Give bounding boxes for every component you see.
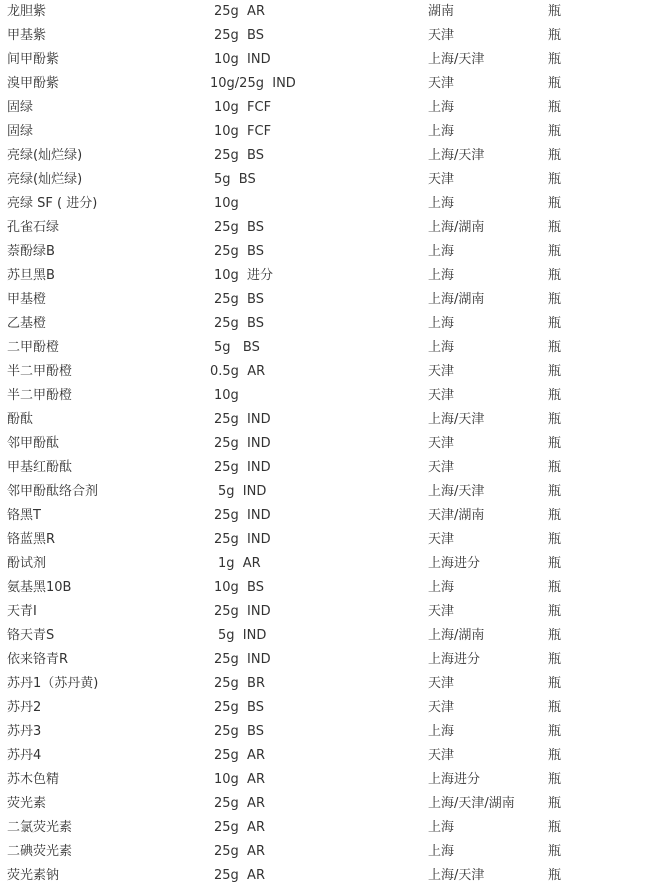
reagent-name: 荧光素钠 — [7, 868, 60, 883]
reagent-unit: 瓶 — [548, 52, 562, 67]
table-row — [0, 744, 645, 768]
reagent-origin: 上海进分 — [428, 772, 481, 787]
reagent-name: 亮绿 SF ( 进分) — [7, 196, 98, 211]
reagent-unit: 瓶 — [548, 268, 562, 283]
reagent-name: 苏旦黑B — [7, 268, 55, 283]
reagent-origin: 上海/天津 — [428, 52, 485, 67]
table-row — [0, 120, 645, 144]
reagent-name: 苏丹4 — [7, 748, 42, 763]
reagent-origin: 上海进分 — [428, 652, 481, 667]
reagent-unit: 瓶 — [548, 844, 562, 859]
reagent-name: 苏丹3 — [7, 724, 42, 739]
reagent-name: 铬黑T — [7, 508, 41, 523]
reagent-origin: 天津 — [428, 388, 455, 403]
reagent-spec: 25g BS — [214, 220, 265, 235]
reagent-name: 溴甲酚紫 — [7, 76, 60, 91]
reagent-unit: 瓶 — [548, 460, 562, 475]
reagent-origin: 上海 — [428, 820, 455, 835]
reagent-unit: 瓶 — [548, 580, 562, 595]
table-row — [0, 336, 645, 360]
table-row — [0, 480, 645, 504]
table-row — [0, 792, 645, 816]
table-row — [0, 216, 645, 240]
table-row — [0, 72, 645, 96]
table-row — [0, 264, 645, 288]
reagent-spec: 1g AR — [218, 556, 261, 571]
table-row — [0, 552, 645, 576]
reagent-unit: 瓶 — [548, 484, 562, 499]
reagent-origin: 天津 — [428, 364, 455, 379]
reagent-unit: 瓶 — [548, 748, 562, 763]
reagent-unit: 瓶 — [548, 244, 562, 259]
table-row — [0, 312, 645, 336]
reagent-spec: 25g AR — [214, 844, 265, 859]
reagent-name: 依来铬青R — [7, 652, 69, 667]
reagent-origin: 上海 — [428, 340, 455, 355]
reagent-name: 半二甲酚橙 — [7, 388, 73, 403]
reagent-spec: 25g IND — [214, 412, 271, 427]
reagent-unit: 瓶 — [548, 700, 562, 715]
table-row — [0, 576, 645, 600]
reagent-spec: 25g IND — [214, 436, 271, 451]
reagent-origin: 天津/湖南 — [428, 508, 485, 523]
reagent-name: 天青I — [7, 604, 37, 619]
reagent-name: 苏丹1（苏丹黄) — [7, 676, 99, 691]
reagent-spec: 25g AR — [214, 4, 265, 19]
reagent-spec: 10g — [214, 388, 239, 403]
reagent-unit: 瓶 — [548, 436, 562, 451]
reagent-unit: 瓶 — [548, 388, 562, 403]
table-row — [0, 504, 645, 528]
reagent-origin: 上海/湖南 — [428, 628, 485, 643]
table-row — [0, 432, 645, 456]
reagent-origin: 上海/天津 — [428, 148, 485, 163]
reagent-spec: 25g BS — [214, 316, 265, 331]
reagent-name: 间甲酚紫 — [7, 52, 60, 67]
reagent-origin: 天津 — [428, 700, 455, 715]
reagent-spec: 10g IND — [214, 52, 271, 67]
table-row — [0, 528, 645, 552]
reagent-spec: 25g IND — [214, 508, 271, 523]
reagent-spec: 25g AR — [214, 820, 265, 835]
reagent-origin: 天津 — [428, 460, 455, 475]
table-row — [0, 696, 645, 720]
reagent-origin: 天津 — [428, 748, 455, 763]
table-row — [0, 840, 645, 864]
reagent-name: 亮绿(灿烂绿) — [7, 172, 83, 187]
table-row — [0, 192, 645, 216]
reagent-unit: 瓶 — [548, 340, 562, 355]
reagent-origin: 上海进分 — [428, 556, 481, 571]
reagent-name: 亮绿(灿烂绿) — [7, 148, 83, 163]
reagent-unit: 瓶 — [548, 556, 562, 571]
reagent-spec: 10g FCF — [214, 124, 272, 139]
reagent-origin: 上海/天津/湖南 — [428, 796, 515, 811]
reagent-name: 邻甲酚酞 — [7, 436, 60, 451]
reagent-unit: 瓶 — [548, 652, 562, 667]
reagent-unit: 瓶 — [548, 28, 562, 43]
reagent-spec: 25g IND — [214, 532, 271, 547]
reagent-name: 荧光素 — [7, 796, 47, 811]
reagent-name: 乙基橙 — [7, 316, 47, 331]
reagent-origin: 天津 — [428, 28, 455, 43]
reagent-origin: 上海 — [428, 268, 455, 283]
reagent-name: 孔雀石绿 — [7, 220, 60, 235]
reagent-unit: 瓶 — [548, 292, 562, 307]
reagent-unit: 瓶 — [548, 196, 562, 211]
reagent-origin: 上海 — [428, 244, 455, 259]
reagent-origin: 上海 — [428, 100, 455, 115]
table-row — [0, 648, 645, 672]
reagent-name: 铬蓝黑R — [7, 532, 56, 547]
table-row — [0, 24, 645, 48]
reagent-name: 甲基橙 — [7, 292, 47, 307]
reagent-unit: 瓶 — [548, 628, 562, 643]
reagent-spec: 25g IND — [214, 604, 271, 619]
reagent-spec: 25g BS — [214, 292, 265, 307]
table-row — [0, 600, 645, 624]
reagent-name: 苏木色精 — [7, 772, 60, 787]
reagent-origin: 上海/天津 — [428, 484, 485, 499]
reagent-origin: 上海 — [428, 844, 455, 859]
table-row — [0, 624, 645, 648]
reagent-unit: 瓶 — [548, 4, 562, 19]
reagent-spec: 25g BS — [214, 244, 265, 259]
table-row — [0, 384, 645, 408]
reagent-spec: 25g AR — [214, 748, 265, 763]
reagent-spec: 25g BS — [214, 700, 265, 715]
table-row — [0, 0, 645, 24]
reagent-origin: 上海 — [428, 124, 455, 139]
reagent-spec: 10g/25g IND — [210, 76, 296, 91]
reagent-unit: 瓶 — [548, 412, 562, 427]
reagent-unit: 瓶 — [548, 316, 562, 331]
reagent-name: 氨基黑10B — [7, 580, 72, 595]
reagent-unit: 瓶 — [548, 724, 562, 739]
reagent-origin: 天津 — [428, 436, 455, 451]
reagent-spec: 5g IND — [218, 484, 267, 499]
reagent-spec: 10g FCF — [214, 100, 272, 115]
reagent-name: 酚试剂 — [7, 556, 47, 571]
reagent-unit: 瓶 — [548, 796, 562, 811]
reagent-name: 苏丹2 — [7, 700, 42, 715]
reagent-name: 二碘荧光素 — [7, 844, 73, 859]
reagent-origin: 天津 — [428, 532, 455, 547]
reagent-unit: 瓶 — [548, 124, 562, 139]
reagent-unit: 瓶 — [548, 76, 562, 91]
reagent-origin: 天津 — [428, 172, 455, 187]
reagent-unit: 瓶 — [548, 820, 562, 835]
reagent-spec: 10g AR — [214, 772, 265, 787]
reagent-name: 铬天青S — [7, 628, 55, 643]
reagent-spec: 25g AR — [214, 868, 265, 883]
reagent-unit: 瓶 — [548, 532, 562, 547]
reagent-spec: 5g BS — [214, 340, 260, 355]
table-row — [0, 672, 645, 696]
table-row — [0, 864, 645, 888]
reagent-spec: 25g BR — [214, 676, 266, 691]
reagent-unit: 瓶 — [548, 364, 562, 379]
reagent-unit: 瓶 — [548, 676, 562, 691]
table-row — [0, 816, 645, 840]
reagent-name: 甲基红酚酞 — [7, 460, 73, 475]
reagent-name: 龙胆紫 — [7, 4, 47, 19]
reagent-spec: 25g BS — [214, 724, 265, 739]
reagent-spec: 25g AR — [214, 796, 265, 811]
reagent-unit: 瓶 — [548, 148, 562, 163]
reagent-unit: 瓶 — [548, 220, 562, 235]
reagent-origin: 上海 — [428, 196, 455, 211]
reagent-origin: 上海/湖南 — [428, 220, 485, 235]
reagent-origin: 天津 — [428, 604, 455, 619]
reagent-origin: 天津 — [428, 76, 455, 91]
reagent-spec: 25g IND — [214, 652, 271, 667]
table-row — [0, 408, 645, 432]
reagent-spec: 10g 进分 — [214, 268, 274, 283]
reagent-origin: 上海/天津 — [428, 412, 485, 427]
table-row — [0, 96, 645, 120]
table-row — [0, 288, 645, 312]
reagent-spec: 25g BS — [214, 28, 265, 43]
reagent-origin: 湖南 — [428, 4, 455, 19]
reagent-spec: 25g BS — [214, 148, 265, 163]
reagent-name: 邻甲酚酞络合剂 — [7, 484, 99, 499]
reagent-spec: 25g IND — [214, 460, 271, 475]
reagent-unit: 瓶 — [548, 508, 562, 523]
reagent-name: 酚酞 — [7, 412, 34, 427]
reagent-spec: 5g IND — [218, 628, 267, 643]
reagent-unit: 瓶 — [548, 604, 562, 619]
reagent-name: 固绿 — [7, 124, 34, 139]
reagent-origin: 上海/湖南 — [428, 292, 485, 307]
reagent-origin: 上海 — [428, 724, 455, 739]
reagent-origin: 天津 — [428, 676, 455, 691]
reagent-spec: 10g BS — [214, 580, 265, 595]
reagent-unit: 瓶 — [548, 868, 562, 883]
table-row — [0, 768, 645, 792]
reagent-spec: 10g — [214, 196, 239, 211]
reagent-spec: 0.5g AR — [210, 364, 266, 379]
reagent-unit: 瓶 — [548, 100, 562, 115]
table-row — [0, 240, 645, 264]
reagent-name: 甲基紫 — [7, 28, 47, 43]
reagent-name: 二氯荧光素 — [7, 820, 73, 835]
table-row — [0, 456, 645, 480]
table-row — [0, 360, 645, 384]
table-row — [0, 48, 645, 72]
reagent-name: 固绿 — [7, 100, 34, 115]
table-row — [0, 144, 645, 168]
reagent-spec: 5g BS — [214, 172, 256, 187]
reagent-origin: 上海/天津 — [428, 868, 485, 883]
reagent-origin: 上海 — [428, 316, 455, 331]
reagent-name: 半二甲酚橙 — [7, 364, 73, 379]
table-row — [0, 720, 645, 744]
reagent-unit: 瓶 — [548, 172, 562, 187]
reagent-name: 二甲酚橙 — [7, 340, 60, 355]
reagent-unit: 瓶 — [548, 772, 562, 787]
reagent-name: 萘酚绿B — [7, 244, 55, 259]
table-row — [0, 168, 645, 192]
reagent-origin: 上海 — [428, 580, 455, 595]
